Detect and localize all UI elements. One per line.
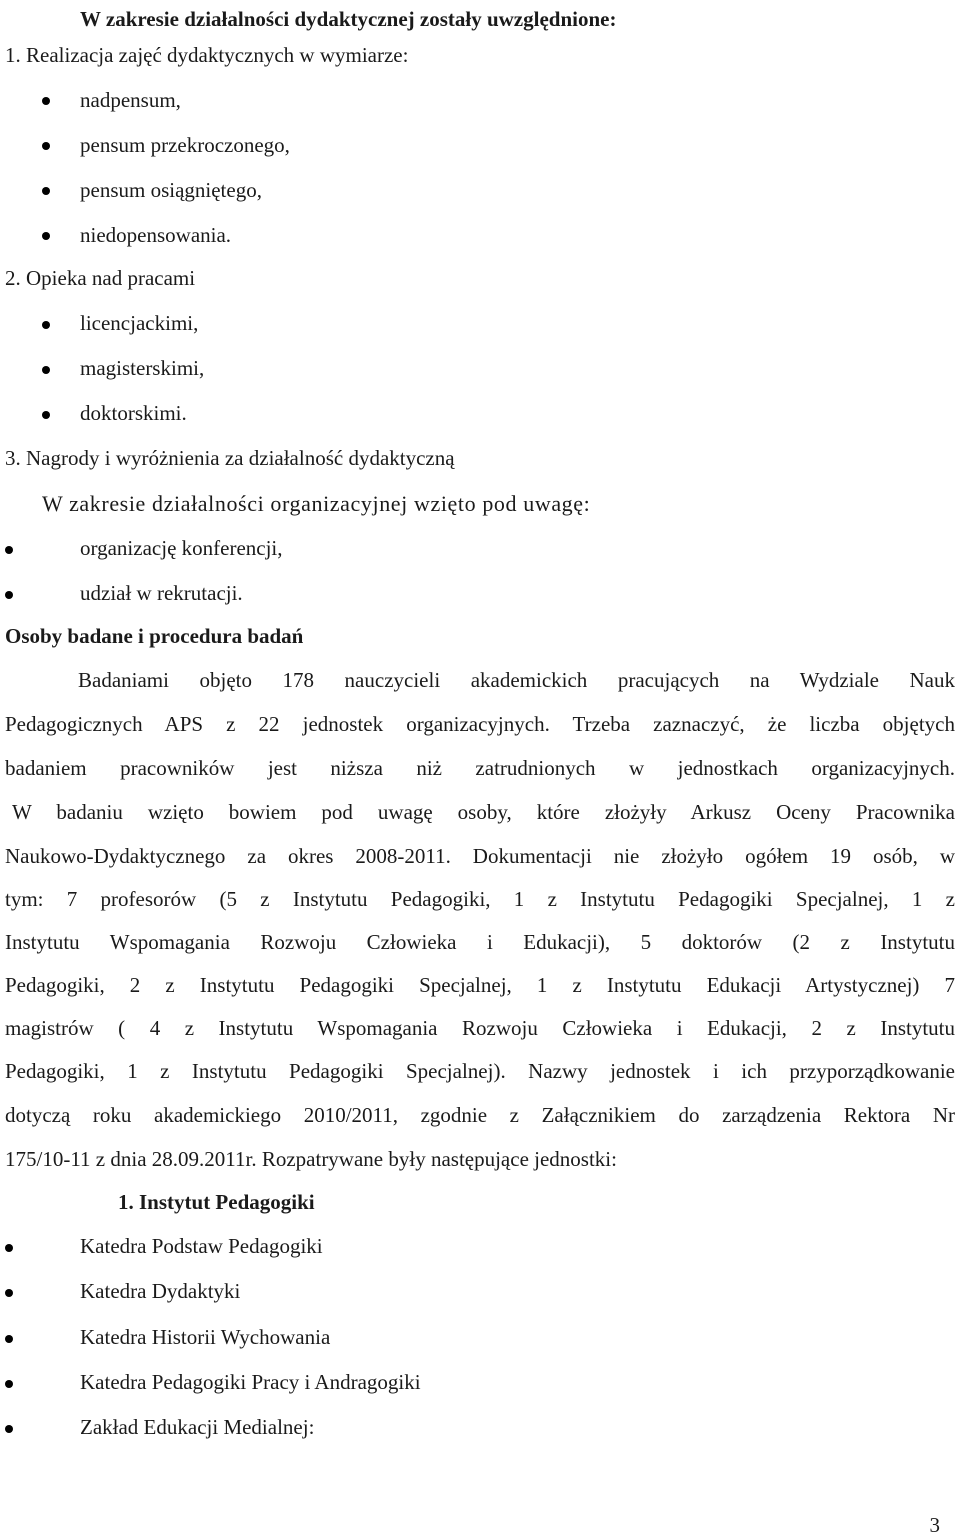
bullet-icon <box>42 97 50 105</box>
didactic-item-2: 2. Opieka nad pracami <box>5 266 196 290</box>
bullet-icon <box>5 591 13 599</box>
paragraph-line: Pedagogicznych APS z 22 jednostek organizacyjnych. Trzeba zaznaczyć, że liczba objętych <box>5 712 955 736</box>
didactic-item-1: 1. Realizacja zajęć dydaktycznych w wymiarze: <box>5 43 409 67</box>
paragraph-line: tym: 7 profesorów (5 z Instytutu Pedagogiki, 1 z Instytutu Pedagogiki Specjalnej, 1 z <box>5 887 955 911</box>
list-item: magisterskimi, <box>80 356 205 380</box>
paragraph-line: badaniem pracowników jest niższa niż zatrudnionych w jednostkach organizacyjnych. <box>5 756 955 780</box>
paragraph-line: Badaniami objęto 178 nauczycieli akademickich pracujących na Wydziale Nauk <box>78 668 955 692</box>
list-item: pensum osiągniętego, <box>80 178 262 202</box>
study-heading: Osoby badane i procedura badań <box>5 624 304 648</box>
bullet-icon <box>42 232 50 240</box>
list-item: Katedra Dydaktyki <box>80 1279 241 1303</box>
list-item: licencjackimi, <box>80 311 199 335</box>
bullet-icon <box>42 411 50 419</box>
list-item: Katedra Pedagogiki Pracy i Andragogiki <box>80 1370 421 1394</box>
bullet-icon <box>5 1244 13 1252</box>
paragraph-line: W badaniu wzięto bowiem pod uwagę osoby, które złożyły Arkusz Oceny Pracownika <box>12 800 955 824</box>
list-item: pensum przekroczonego, <box>80 133 290 157</box>
bullet-icon <box>5 1380 13 1388</box>
list-item: organizację konferencji, <box>80 536 283 560</box>
bullet-icon <box>42 142 50 150</box>
paragraph-line: Pedagogiki, 2 z Instytutu Pedagogiki Specjalnej, 1 z Instytutu Edukacji Artystycznej) 7 <box>5 973 955 997</box>
list-item: nadpensum, <box>80 88 181 112</box>
paragraph-line: magistrów ( 4 z Instytutu Wspomagania Rozwoju Człowieka i Edukacji, 2 z Instytutu <box>5 1016 955 1040</box>
institute-heading: 1. Instytut Pedagogiki <box>118 1190 315 1214</box>
didactic-item-3: 3. Nagrody i wyróżnienia za działalność dydaktyczną <box>5 446 455 470</box>
bullet-icon <box>42 321 50 329</box>
paragraph-line: 175/10-11 z dnia 28.09.2011r. Rozpatrywane były następujące jednostki: <box>5 1147 617 1171</box>
paragraph-line: Instytutu Wspomagania Rozwoju Człowieka i Edukacji), 5 doktorów (2 z Instytutu <box>5 930 955 954</box>
list-item: doktorskimi. <box>80 401 187 425</box>
paragraph-line: Pedagogiki, 1 z Instytutu Pedagogiki Specjalnej). Nazwy jednostek i ich przyporządkowanie <box>5 1059 955 1083</box>
list-item: Katedra Historii Wychowania <box>80 1325 331 1349</box>
org-heading: W zakresie działalności organizacyjnej wzięto pod uwagę: <box>42 491 591 516</box>
list-item: niedopensowania. <box>80 223 232 247</box>
list-item: Katedra Podstaw Pedagogiki <box>80 1234 323 1258</box>
list-item: Zakład Edukacji Medialnej: <box>80 1415 315 1439</box>
bullet-icon <box>5 1425 13 1433</box>
bullet-icon <box>5 1335 13 1343</box>
paragraph-line: dotyczą roku akademickiego 2010/2011, zgodnie z Załącznikiem do zarządzenia Rektora Nr <box>5 1103 955 1127</box>
list-item: udział w rekrutacji. <box>80 581 243 605</box>
didactic-heading: W zakresie działalności dydaktycznej zostały uwzględnione: <box>80 7 617 31</box>
bullet-icon <box>42 366 50 374</box>
bullet-icon <box>42 187 50 195</box>
bullet-icon <box>5 1289 13 1297</box>
page-number: 3 <box>929 1513 940 1537</box>
bullet-icon <box>5 546 13 554</box>
paragraph-line: Naukowo-Dydaktycznego za okres 2008-2011. Dokumentacji nie złożyło ogółem 19 osób, w <box>5 844 955 868</box>
